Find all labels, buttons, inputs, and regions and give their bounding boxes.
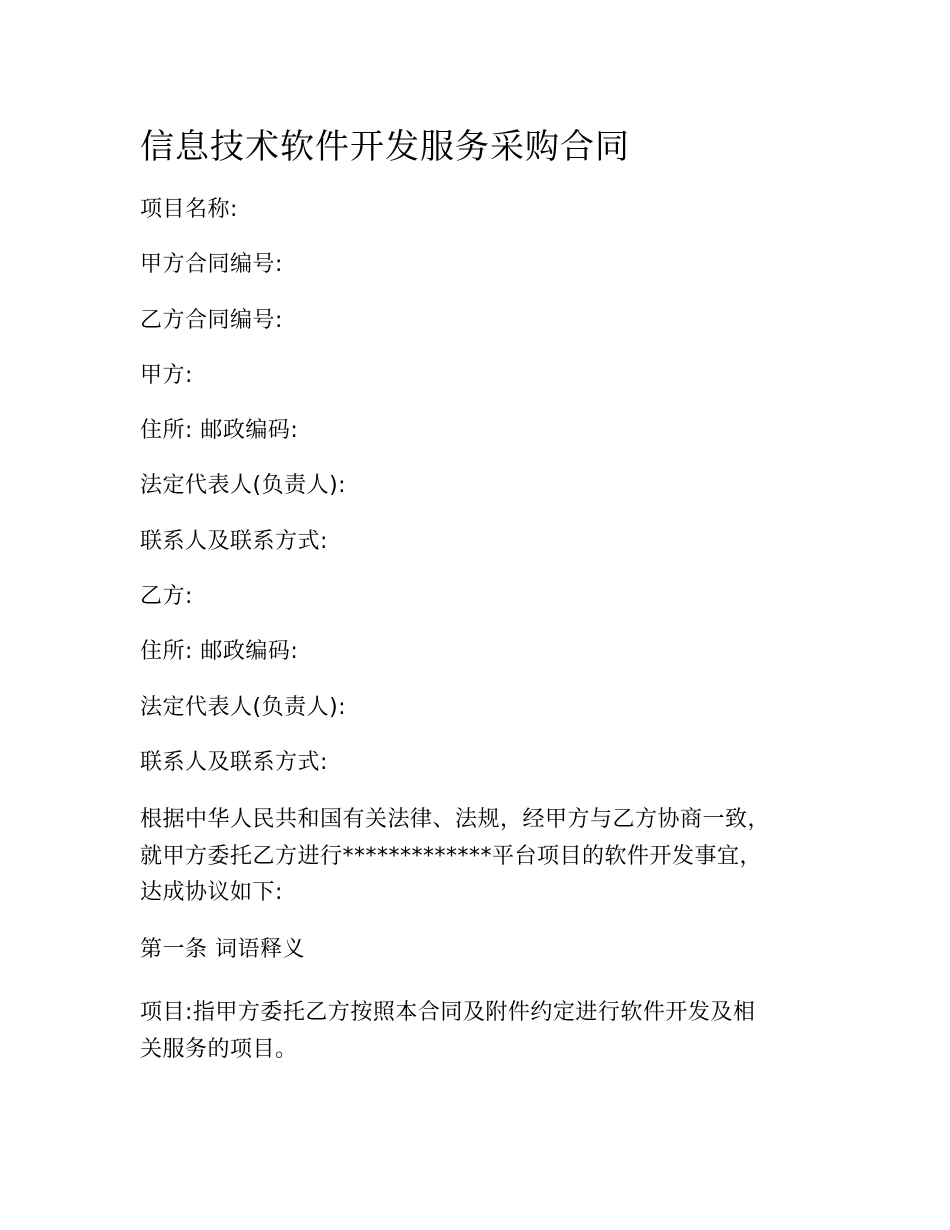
party-b-contract-number-field: 乙方合同编号:	[140, 307, 283, 333]
document-body	[140, 118, 830, 1078]
party-a-contract-number-field: 甲方合同编号:	[140, 252, 283, 278]
party-b-field: 乙方:	[140, 584, 193, 610]
party-a-address-field: 住所: 邮政编码:	[140, 418, 299, 444]
definition-paragraph	[140, 995, 830, 1068]
intro-line: 根据中华人民共和国有关法律、法规，经甲方与乙方协商一致，	[140, 807, 771, 833]
party-a-contact-field: 联系人及联系方式:	[140, 528, 328, 554]
party-a-legal-representative-field: 法定代表人(负责人):	[140, 473, 347, 499]
party-b-legal-representative-field: 法定代表人(负责人):	[140, 694, 347, 720]
party-b-contact-field: 联系人及联系方式:	[140, 749, 328, 775]
party-b-address-field: 住所: 邮政编码:	[140, 639, 299, 665]
article-heading: 第一条 词语释义	[140, 936, 305, 962]
party-a-field: 甲方:	[140, 362, 193, 388]
intro-paragraph	[140, 802, 830, 912]
document-title: 信息技术软件开发服务采购合同	[140, 127, 630, 167]
definition-line: 关服务的项目。	[140, 1036, 298, 1062]
intro-line: 达成协议如下:	[140, 880, 283, 906]
definition-line: 项目:指甲方委托乙方按照本合同及附件约定进行软件开发及相	[140, 1000, 756, 1026]
intro-line: 就甲方委托乙方进行*************平台项目的软件开发事宜，	[140, 843, 763, 869]
contract-fields	[140, 182, 830, 790]
project-name-field: 项目名称:	[140, 197, 238, 222]
